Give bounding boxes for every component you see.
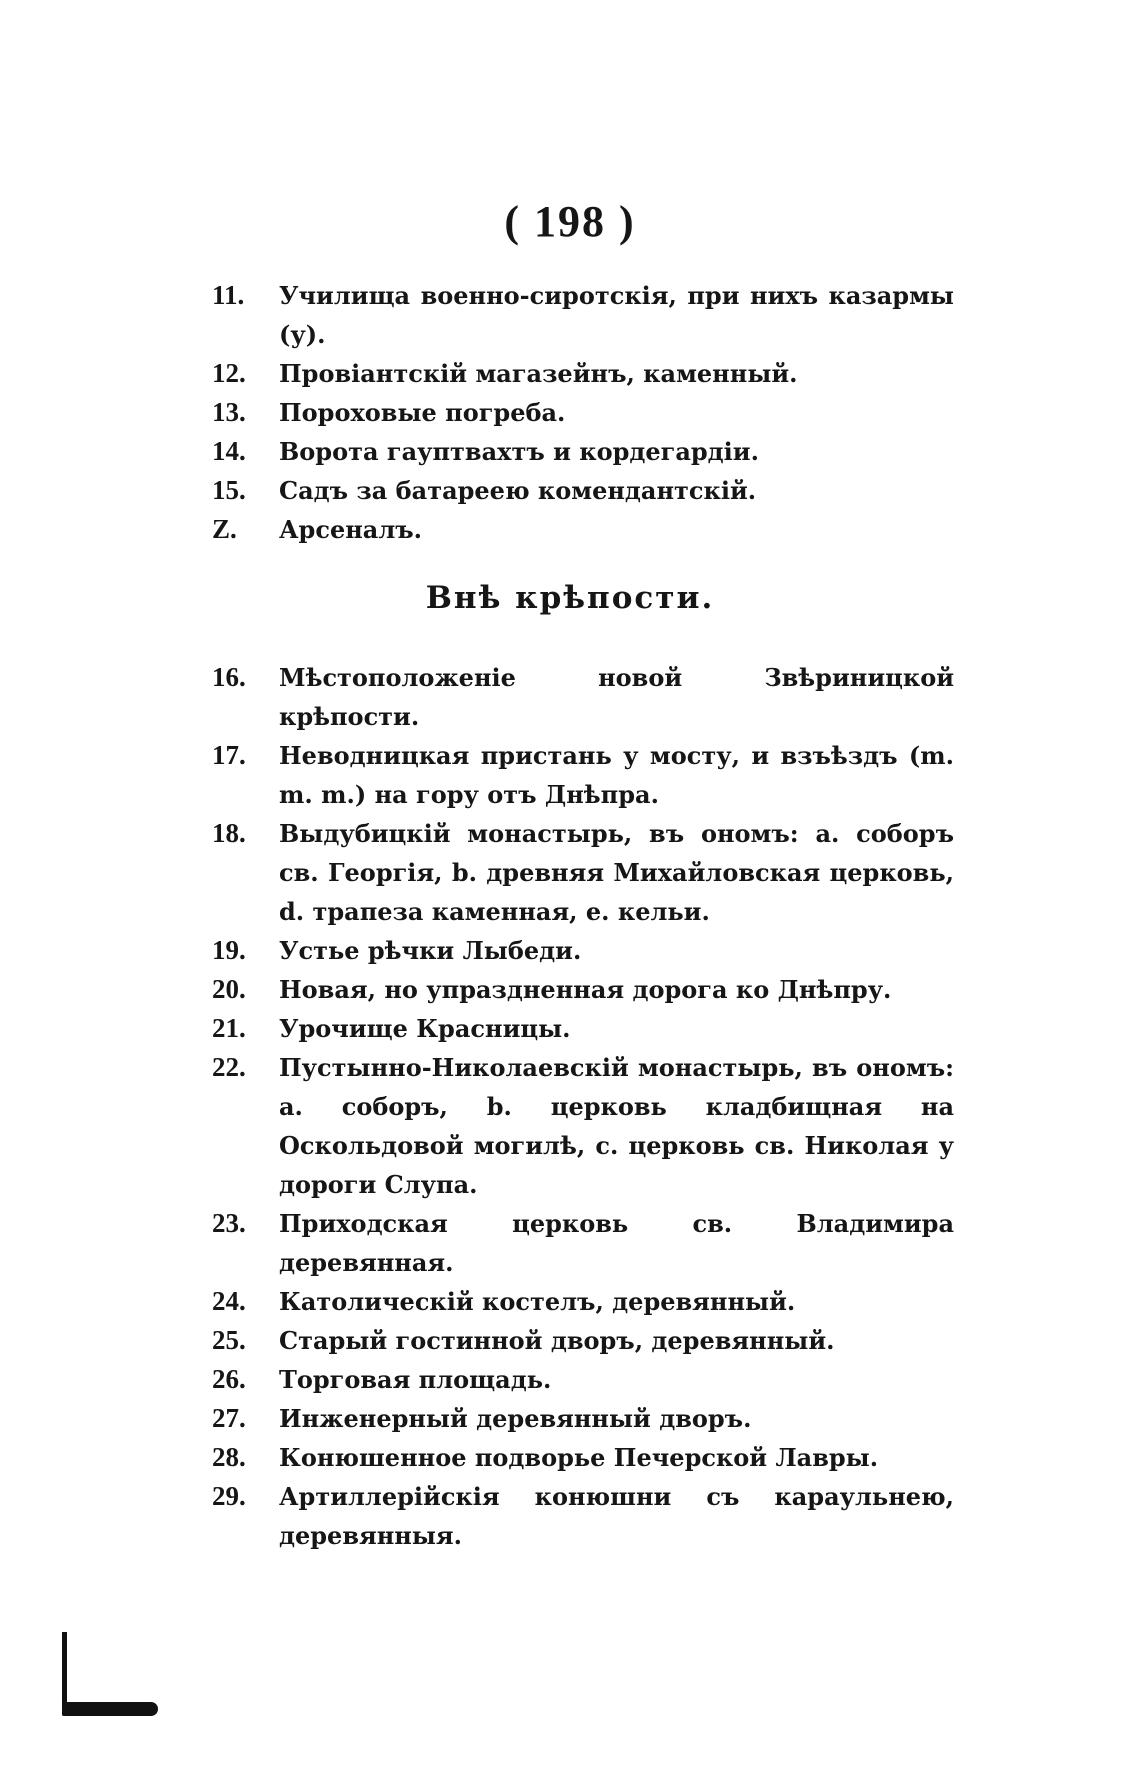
item-text: Старый гостинной дворъ, деревянный. — [279, 1326, 835, 1355]
item-text: Выдубицкій монастырь, въ ономъ: а. соборъ св. Георгія, b. древняя Михайловская церковь, d. трапеза каменная, e. кельи. — [279, 819, 954, 926]
item-text: Пороховые погреба. — [279, 398, 566, 427]
item-number: 26. — [212, 1364, 246, 1394]
list-item — [0, 1399, 1140, 1438]
item-text: Садъ за батареею комендантскій. — [279, 476, 757, 505]
item-text: Устье рѣчки Лыбеди. — [279, 936, 582, 965]
item-text: Неводницкая пристань у мосту, и взъѣздъ (m. m. m.) на гору отъ Днѣпра. — [279, 741, 954, 809]
item-number: 23. — [212, 1208, 246, 1238]
item-number: 17. — [212, 740, 246, 770]
list-item — [0, 276, 1140, 354]
item-number: 29. — [212, 1481, 246, 1511]
item-text: Урочище Красницы. — [279, 1014, 571, 1043]
list-item — [0, 1282, 1140, 1321]
list-item — [0, 393, 1140, 432]
item-text: Пустынно-Николаевскій монастырь, въ ономъ: a. соборъ, b. церковь кладбищная на Оскольдовой могилѣ, c. церковь св. Николая у дороги Слупа. — [279, 1053, 954, 1199]
item-text: Торговая площадь. — [279, 1365, 552, 1394]
item-text: Провіантскій магазейнъ, каменный. — [279, 359, 798, 388]
list-item — [0, 1360, 1140, 1399]
item-number: 15. — [212, 475, 246, 505]
item-number: 25. — [212, 1325, 246, 1355]
item-number: 11. — [212, 280, 245, 310]
item-number: Z. — [212, 514, 237, 544]
item-text: Конюшенное подворье Печерской Лавры. — [279, 1443, 879, 1472]
list-item — [0, 510, 1140, 549]
item-number: 19. — [212, 935, 246, 965]
item-number: 16. — [212, 662, 246, 692]
item-text: Училища военно-сиротскія, при нихъ казармы (у). — [279, 281, 954, 349]
list-item — [0, 1438, 1140, 1477]
list-item — [0, 1048, 1140, 1204]
list-item — [0, 658, 1140, 736]
item-text: Католическій костелъ, деревянный. — [279, 1287, 796, 1316]
item-text: Новая, но упраздненная дорога ко Днѣпру. — [279, 975, 892, 1004]
numbered-list-before — [0, 276, 1140, 549]
list-item — [0, 1204, 1140, 1282]
item-number: 14. — [212, 436, 246, 466]
item-number: 13. — [212, 397, 246, 427]
scan-edge-mark — [62, 1702, 158, 1716]
item-number: 24. — [212, 1286, 246, 1316]
item-text: Арсеналъ. — [279, 515, 423, 544]
item-number: 28. — [212, 1442, 246, 1472]
item-number: 12. — [212, 358, 246, 388]
item-number: 27. — [212, 1403, 246, 1433]
item-text: Артиллерійскія конюшни съ караульнею, деревянныя. — [279, 1482, 954, 1550]
item-number: 18. — [212, 818, 246, 848]
list-item — [0, 814, 1140, 931]
item-number: 20. — [212, 974, 246, 1004]
page-number: ( 198 ) — [504, 197, 636, 246]
list-item — [0, 970, 1140, 1009]
list-item — [0, 1477, 1140, 1555]
list-item — [0, 471, 1140, 510]
item-text: Ворота гауптвахтъ и кордегардіи. — [279, 437, 759, 466]
item-number: 22. — [212, 1052, 246, 1082]
item-text: Инженерный деревянный дворъ. — [279, 1404, 752, 1433]
list-item — [0, 354, 1140, 393]
item-text: Приходская церковь св. Владимира деревянная. — [279, 1209, 954, 1277]
section-heading: Внѣ крѣпости. — [425, 580, 715, 616]
list-item — [0, 1321, 1140, 1360]
item-number: 21. — [212, 1013, 246, 1043]
list-item — [0, 432, 1140, 471]
list-item — [0, 1009, 1140, 1048]
numbered-list-after — [0, 658, 1140, 1555]
list-item — [0, 931, 1140, 970]
list-item — [0, 736, 1140, 814]
item-text: Мѣстоположеніе новой Звѣриницкой крѣпости. — [279, 663, 954, 731]
